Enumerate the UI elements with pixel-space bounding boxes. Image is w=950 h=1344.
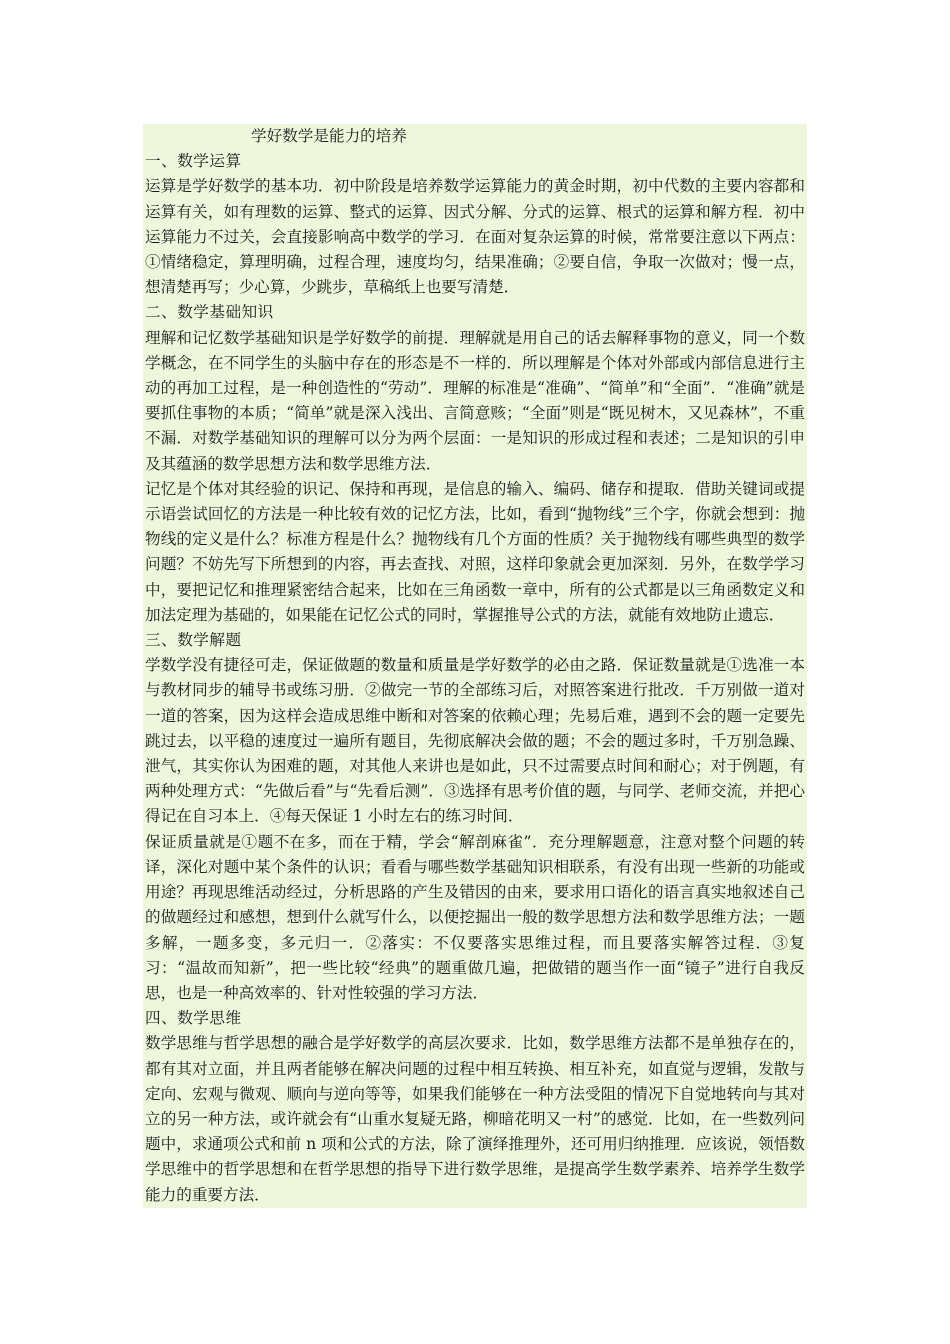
section-heading-problem-solving: 三、数学解题 <box>143 628 807 653</box>
document-title: 学好数学是能力的培养 <box>143 124 807 149</box>
paragraph-understanding: 理解和记忆数学基础知识是学好数学的前提．理解就是用自己的话去解释事物的意义，同一个数学概念，在不同学生的头脑中存在的形态是不一样的．所以理解是个体对外部或内部信息进行主动的再加工过程，是一种创造性的“劳动”．理解的标准是“准确”、“简单”和“全面”．“准确”就是要抓住事物的本质；“简单”就是深入浅出、言简意赅；“全面”则是“既见树木，又见森林”，不重不漏．对数学基础知识的理解可以分为两个层面：一是知识的形成过程和表述；二是知识的引申及其蕴涵的数学思想方法和数学思维方法． <box>143 326 807 477</box>
paragraph-math-operations: 运算是学好数学的基本功．初中阶段是培养数学运算能力的黄金时期，初中代数的主要内容都和运算有关，如有理数的运算、整式的运算、因式分解、分式的运算、根式的运算和解方程．初中运算能力不过关，会直接影响高中数学的学习．在面对复杂运算的时候，常常要注意以下两点：①情绪稳定，算理明确，过程合理，速度均匀，结果准确；②要自信，争取一次做对；慢一点，想清楚再写；少心算，少跳步，草稿纸上也要写清楚． <box>143 174 807 300</box>
paragraph-quantity: 学数学没有捷径可走，保证做题的数量和质量是学好数学的必由之路．保证数量就是①选准一本与教材同步的辅导书或练习册．②做完一节的全部练习后，对照答案进行批改．千万别做一道对一道的答案，因为这样会造成思维中断和对答案的依赖心理；先易后难，遇到不会的题一定要先跳过去，以平稳的速度过一遍所有题目，先彻底解决会做的题；不会的题过多时，千万别急躁、泄气，其实你认为困难的题，对其他人来讲也是如此，只不过需要点时间和耐心；对于例题，有两种处理方式：“先做后看”与“先看后测”．③选择有思考价值的题，与同学、老师交流，并把心得记在自习本上．④每天保证 1 小时左右的练习时间． <box>143 653 807 829</box>
section-heading-basic-knowledge: 二、数学基础知识 <box>143 300 807 325</box>
paragraph-quality: 保证质量就是①题不在多，而在于精，学会“解剖麻雀”．充分理解题意，注意对整个问题的转译，深化对题中某个条件的认识；看看与哪些数学基础知识相联系，有没有出现一些新的功能或用途？再现思维活动经过，分析思路的产生及错因的由来，要求用口语化的语言真实地叙述自己的做题经过和感想，想到什么就写什么，以便挖掘出一般的数学思想方法和数学思维方法；一题多解，一题多变，多元归一．②落实：不仅要落实思维过程，而且要落实解答过程．③复习：“温故而知新”，把一些比较“经典”的题重做几遍，把做错的题当作一面“镜子”进行自我反思，也是一种高效率的、针对性较强的学习方法． <box>143 830 807 1006</box>
article-body <box>143 124 807 1208</box>
paragraph-memory: 记忆是个体对其经验的识记、保持和再现，是信息的输入、编码、储存和提取．借助关键词或提示语尝试回忆的方法是一种比较有效的记忆方法，比如，看到“抛物线”三个字，你就会想到：抛物线的定义是什么？标准方程是什么？抛物线有几个方面的性质？关于抛物线有哪些典型的数学问题？不妨先写下所想到的内容，再去查找、对照，这样印象就会更加深刻．另外，在数学学习中，要把记忆和推理紧密结合起来，比如在三角函数一章中，所有的公式都是以三角函数定义和加法定理为基础的，如果能在记忆公式的同时，掌握推导公式的方法，就能有效地防止遗忘． <box>143 477 807 628</box>
section-heading-math-thinking: 四、数学思维 <box>143 1006 807 1031</box>
section-heading-math-operations: 一、数学运算 <box>143 149 807 174</box>
paragraph-math-thinking: 数学思维与哲学思想的融合是学好数学的高层次要求．比如，数学思维方法都不是单独存在的，都有其对立面，并且两者能够在解决问题的过程中相互转换、相互补充，如直觉与逻辑，发散与定向、宏观与微观、顺向与逆向等等，如果我们能够在一种方法受阻的情况下自觉地转向与其对立的另一种方法，或许就会有“山重水复疑无路，柳暗花明又一村”的感觉．比如，在一些数列问题中，求通项公式和前 n 项和公式的方法，除了演绎推理外，还可用归纳推理．应该说，领悟数学思维中的哲学思想和在哲学思想的指导下进行数学思维，是提高学生数学素养、培养学生数学能力的重要方法． <box>143 1031 807 1207</box>
